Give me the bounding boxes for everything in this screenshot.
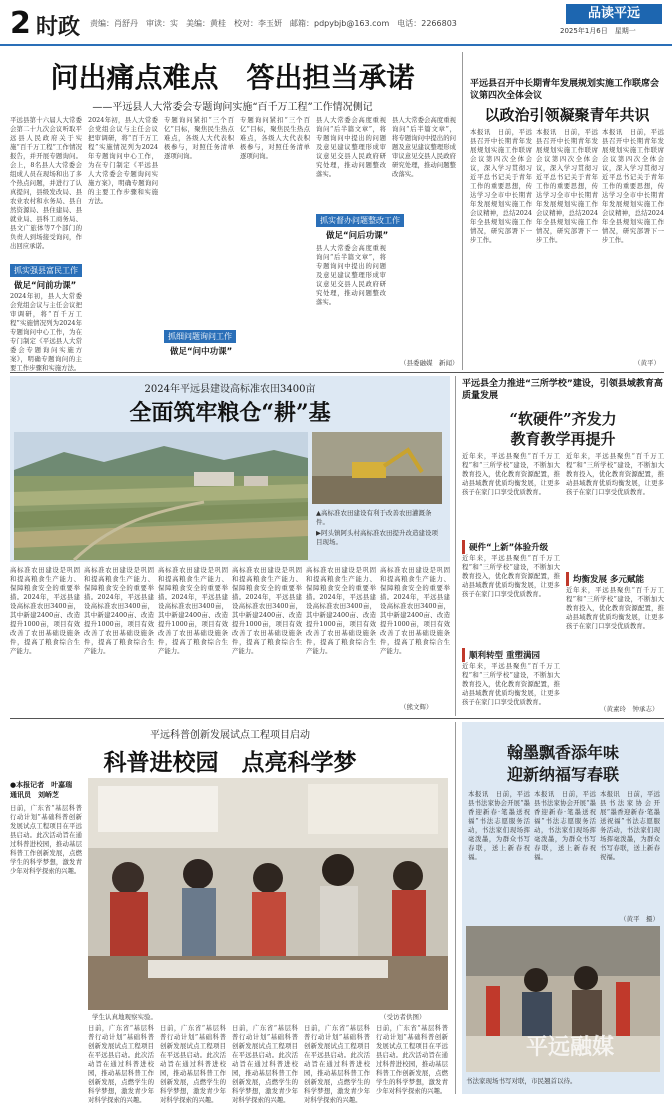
page-header	[0, 0, 672, 46]
science-body-col3: 日前，广东省“基层科普行动计划”基础科普创新发展试点工程项目在平远县启动。此次活动旨在通过科普进校园，推动基层科普工作创新发展，点燃学生的科学梦想，激发青少年对科学探索的兴趣。	[160, 1024, 226, 1104]
school-body-col1c: 近年来，平远县聚焦“百千万工程”和“三所学校”建设，不断加大教育投入，优化教育资源配置，推动县域教育优质均衡发展，让更多孩子在家门口享受优质教育。	[462, 662, 560, 706]
school-headline-1: “软硬件”齐发力	[509, 410, 617, 428]
spring-headline-1: 翰墨飘香添年味	[506, 743, 619, 762]
science-body-col2: 日前，广东省“基层科普行动计划”基础科普创新发展试点工程项目在平远县启动。此次活动旨在通过科普进校园，推动基层科普工作创新发展，点燃学生的科学梦想，激发青少年对科学探索的兴趣。	[88, 1024, 154, 1104]
school-label-3: 顺利转型 重塑满园	[462, 648, 544, 662]
classroom-illustration	[88, 778, 448, 1010]
school-body-col2b: 近年来，平远县聚焦“百千万工程”和“三所学校”建设，不断加大教育投入，优化教育资源配置，推动县域教育优质均衡发展，让更多孩子在家门口享受优质教育。	[566, 586, 664, 630]
grain-kicker: 2024年平远县建设高标准农田3400亩	[144, 384, 316, 395]
spring-headline-2: 迎新纳福写春联	[506, 765, 619, 784]
row-divider	[10, 372, 664, 373]
masthead-logo: 品读平远	[566, 4, 662, 24]
youth-headline: 以政治引领凝聚青年共识	[484, 106, 650, 124]
farmland-illustration	[14, 432, 308, 560]
grain-body-col3: 高标准农田建设是巩固和提高粮食生产能力、保障粮食安全的重要举措。2024年，平远县建设高标准农田3400亩，其中新建2400亩、改造提升1000亩，项目有效改善了农田基础设施条件，提高了粮食综合生产能力。	[158, 566, 228, 655]
grain-body-col5: 高标准农田建设是巩固和提高粮食生产能力、保障粮食安全的重要举措。2024年，平远县建设高标准农田3400亩，其中新建2400亩、改造提升1000亩，项目有效改善了农田基础设施条件，提高了粮食综合生产能力。	[306, 566, 376, 655]
science-headline: 科普进校园 点亮科学梦	[103, 749, 357, 776]
main-body-col3: 专题询问紧扣“三个百亿”目标，聚焦民生热点难点，各级人大代表积极参与，对照任务清单逐项问询。	[164, 116, 234, 160]
grain-body-col1: 高标准农田建设是巩固和提高粮食生产能力、保障粮食安全的重要举措。2024年，平远县建设高标准农田3400亩，其中新建2400亩、改造提升1000亩，项目有效改善了农田基础设施条件，提高了粮食综合生产能力。	[10, 566, 80, 655]
page-number: 2	[10, 6, 31, 41]
farmland-photo	[14, 432, 308, 560]
science-photo-caption: 学生认真地观察实验。	[92, 1013, 157, 1021]
school-kicker: 平远县全力推进“三所学校”建设，引领县域教育高质量发展	[462, 379, 663, 401]
spring-body-col2: 本报讯 日前，平远县书法家协会开展“墨香迎新春·笔墨送祝福”书法志愿服务活动，书法家们现场挥毫泼墨，为群众书写春联，送上新春祝福。	[534, 790, 596, 861]
spring-body-col1: 本报讯 日前，平远县书法家协会开展“墨香迎新春·笔墨送祝福”书法志愿服务活动，书法家们现场挥毫泼墨，为群众书写春联，送上新春祝福。	[468, 790, 530, 861]
school-body-col1: 近年来，平远县聚焦“百千万工程”和“三所学校”建设，不断加大教育投入，优化教育资源配置，推动县域教育优质均衡发展，让更多孩子在家门口享受优质教育。	[462, 452, 560, 496]
main-subtitle: ——平远县人大常委会专题询问实施“百千万工程”工作情况侧记	[92, 102, 373, 113]
section-title: 时政	[36, 15, 81, 40]
column-divider-3	[455, 722, 456, 1094]
school-label-1: 硬件“上新”体验升级	[462, 540, 552, 554]
science-body-col4: 日前，广东省“基层科普行动计划”基础科普创新发展试点工程项目在平远县启动。此次活动旨在通过科普进校园，推动基层科普工作创新发展，点燃学生的科学梦想，激发青少年对科学探索的兴趣。	[232, 1024, 298, 1104]
excavator-photo	[312, 432, 442, 504]
youth-body-col1: 本报讯 日前，平远县召开中长期青年发展规划实施工作联席会议第四次全体会议，深入学习贯彻习近平总书记关于青年工作的重要思想，传达学习全市中长期青年发展规划实施工作会议精神，总结2024年全县规划实施工作情况，研究部署下一步工作。	[470, 128, 532, 244]
spring-credit: （黄平 摄）	[620, 915, 659, 923]
row-divider-2	[10, 718, 664, 719]
issue-date: 2025年1月6日 星期一	[560, 27, 636, 35]
watermark: 平远融媒	[526, 1034, 615, 1060]
main-credit: （县委融媒 新闻）	[400, 359, 459, 367]
science-body-col1: 日前，广东省“基层科普行动计划”基础科普创新发展试点工程项目在平远县启动。此次活动旨在通过科普进校园，推动基层科普工作创新发展，点燃学生的科学梦想，激发青少年对科学探索的兴趣。	[10, 804, 82, 875]
school-label-2: 均衡发展 多元赋能	[566, 572, 648, 586]
school-credit: （黄素玲 钟承志）	[600, 705, 659, 713]
main-section-box-2: 抓细问题询问工作	[164, 330, 236, 343]
excavator-illustration	[312, 432, 442, 504]
school-body-col2: 近年来，平远县聚焦“百千万工程”和“三所学校”建设，不断加大教育投入，优化教育资源配置，推动县域教育优质均衡发展，让更多孩子在家门口享受优质教育。	[566, 452, 664, 496]
grain-caption-2: ▶阿头镇阿头村高标准农田提升改造建设项目现场。	[316, 529, 438, 546]
grain-body-col2: 高标准农田建设是巩固和提高粮食生产能力、保障粮食安全的重要举措。2024年，平远县建设高标准农田3400亩，其中新建2400亩、改造提升1000亩，项目有效改善了农田基础设施条件，提高了粮食综合生产能力。	[84, 566, 154, 655]
main-body-col4: 专题询问紧扣“三个百亿”目标，聚焦民生热点难点，各级人大代表积极参与，对照任务清单逐项问询。	[240, 116, 310, 160]
spring-photo-caption: 书法家现场书写对联，市民翘首以待。	[466, 1077, 577, 1085]
main-section-box-3: 抓实督办问题整改工作	[316, 214, 404, 227]
youth-body-col3: 本报讯 日前，平远县召开中长期青年发展规划实施工作联席会议第四次全体会议，深入学习贯彻习近平总书记关于青年工作的重要思想，传达学习全市中长期青年发展规划实施工作会议精神，总结2024年全县规划实施工作情况，研究部署下一步工作。	[602, 128, 664, 244]
grain-caption-1: ▲高标准农田建设有利于改善农田灌溉条件。	[316, 509, 432, 526]
main-body-col5: 县人大常委会高度重视询问“后半篇文章”，将专题询问中提出的问题及意见建议整理形成审议意见交县人民政府研究处理，推动问题整改落实。	[316, 116, 386, 178]
science-byline: ●本报记者 叶嘉瑞 通讯员 刘峤芝	[10, 780, 80, 799]
main-headline: 问出痛点难点 答出担当承诺	[50, 61, 415, 94]
youth-credit: （黄平）	[634, 359, 660, 367]
grain-headline: 全面筑牢粮仓“耕”基	[129, 400, 331, 426]
main-section-label-2: 做足“问中功课”	[170, 347, 233, 357]
science-photo-credit: （受访者供图）	[380, 1013, 426, 1021]
main-body-col1b: 2024年初，县人大常委会党组会议与主任会议把审调研，将“百千万工程”实施情况列为2024年专题询问中心工作，为在专门制定《平远县人大常委会专题询问实施方案》，明确专题询问的主要工作步骤和实施方法。	[10, 292, 82, 372]
school-headline-2: 教育教学再提升	[510, 430, 616, 448]
science-kicker: 平远科普创新发展试点工程项目启动	[150, 730, 310, 741]
main-body-col5b: 县人大常委会高度重视询问“后半篇文章”，将专题询问中提出的问题及意见建议整理形成审议意见交县人民政府研究处理，推动问题整改落实。	[316, 244, 386, 306]
science-photo	[88, 778, 448, 1010]
couplet-photo	[466, 926, 660, 1072]
youth-body-col2: 本报讯 日前，平远县召开中长期青年发展规划实施工作联席会议第四次全体会议，深入学习贯彻习近平总书记关于青年工作的重要思想，传达学习全市中长期青年发展规划实施工作会议精神，总结2024年全县规划实施工作情况，研究部署下一步工作。	[536, 128, 598, 244]
column-divider-2	[455, 376, 456, 716]
spring-body-col3: 本报讯 日前，平远县书法家协会开展“墨香迎新春·笔墨送祝福”书法志愿服务活动，书法家们现场挥毫泼墨，为群众书写春联，送上新春祝福。	[600, 790, 660, 861]
main-body-col1: 平远县第十六届人大常委会第二十九次会议听取平远县人民政府关于实施“百千万工程”工作情况报告，并开展专题询问。会上，8名县人大常委会组成人员在现场和出了多个热点问题，并进行了认真提问，县级发改局、县农业农村和水务局、县自然资源局、县住建局、县就业局、县科工商务局、县文广旅体等7个部门的负责人到场接受询问，作出回应承诺。	[10, 116, 82, 250]
main-body-col2: 2024年初，县人大常委会党组会议与主任会议把审调研，将“百千万工程”实施情况列为2024年专题询问中心工作，为在专门制定《平远县人大常委会专题询问实施方案》，明确专题询问的主要工作步骤和实施方法。	[88, 116, 158, 205]
grain-body-col6: 高标准农田建设是巩固和提高粮食生产能力、保障粮食安全的重要举措。2024年，平远县建设高标准农田3400亩，其中新建2400亩、改造提升1000亩，项目有效改善了农田基础设施条件，提高了粮食综合生产能力。	[380, 566, 450, 655]
youth-kicker: 平远县召开中长期青年发展规划实施工作联席会议第四次全体会议	[470, 79, 660, 101]
grain-credit: （熊文辉）	[400, 703, 433, 711]
science-body-col5: 日前，广东省“基层科普行动计划”基础科普创新发展试点工程项目在平远县启动。此次活动旨在通过科普进校园，推动基层科普工作创新发展，点燃学生的科学梦想，激发青少年对科学探索的兴趣。	[304, 1024, 370, 1104]
main-section-box-1: 抓实强县富民工作	[10, 264, 82, 277]
school-body-col1b: 近年来，平远县聚焦“百千万工程”和“三所学校”建设，不断加大教育投入，优化教育资源配置，推动县域教育优质均衡发展，让更多孩子在家门口享受优质教育。	[462, 554, 560, 598]
column-divider	[462, 52, 463, 370]
main-body-col6: 县人大常委会高度重视询问“后半篇文章”，将专题询问中提出的问题及意见建议整理形成审议意见交县人民政府研究处理，推动问题整改落实。	[392, 116, 456, 178]
editors-line: 责编：肖舒丹 审读：实 美编：黄桂 校对：李玉妍 邮箱：pdpybjb@163.com 电话：2266803	[90, 19, 457, 28]
grain-body-col4: 高标准农田建设是巩固和提高粮食生产能力、保障粮食安全的重要举措。2024年，平远县建设高标准农田3400亩，其中新建2400亩、改造提升1000亩，项目有效改善了农田基础设施条件，提高了粮食综合生产能力。	[232, 566, 302, 655]
main-section-label-3: 做足“问后功课”	[326, 231, 389, 241]
main-section-label-1: 做足“问前功课”	[14, 281, 77, 291]
science-body-col6: 日前，广东省“基层科普行动计划”基础科普创新发展试点工程项目在平远县启动。此次活动旨在通过科普进校园，推动基层科普工作创新发展，点燃学生的科学梦想，激发青少年对科学探索的兴趣。	[376, 1024, 448, 1095]
